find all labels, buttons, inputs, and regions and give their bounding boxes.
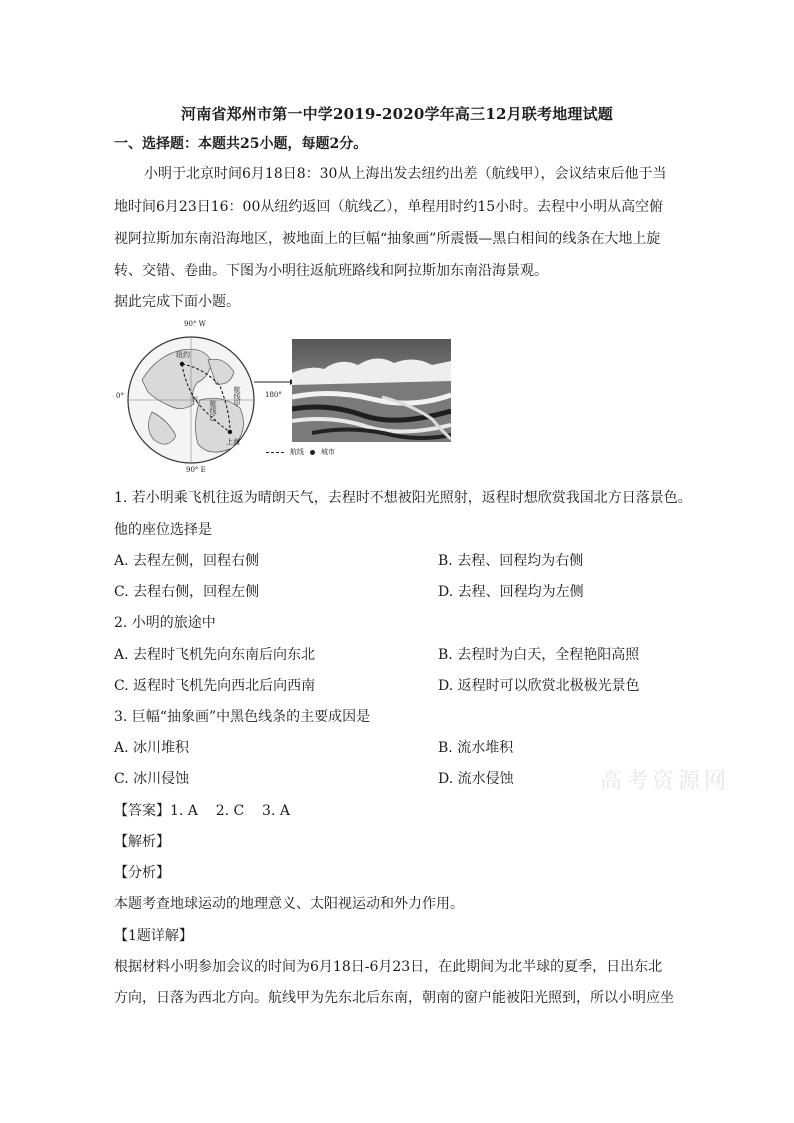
route-legend-swatch — [266, 452, 284, 453]
q3-option-d: D. 流水侵蚀 — [438, 771, 514, 787]
q3-stem: 3. 巨幅“抽象画”中黑色线条的主要成因是 — [114, 709, 371, 725]
label-newyork: 纽约 — [176, 351, 190, 359]
prompt-text: 据此完成下面小题。 — [114, 294, 240, 310]
fenxi-heading: 【分析】 — [114, 865, 170, 881]
label-90e: 90° E — [186, 466, 206, 474]
label-0: 0° — [116, 392, 124, 400]
q1-option-b: B. 去程、回程均为右侧 — [438, 553, 584, 569]
intro-line-4: 转、交错、卷曲。下图为小明往返航班路线和阿拉斯加东南沿海景观。 — [114, 263, 548, 279]
label-route-jia: 航线甲 — [233, 386, 241, 407]
detail-line-1: 根据材料小明参加会议的时间为6月18日-6月23日，在此期间为北半球的夏季，日出东北 — [114, 959, 663, 975]
q1-stem-line-1: 1. 若小明乘飞机往返为晴朗天气，去程时不想被阳光照射，返程时想欣赏我国北方日落景色。 — [114, 490, 692, 506]
q2-option-d: D. 返程时可以欣赏北极极光景色 — [438, 678, 640, 694]
fenxi-text: 本题考查地球运动的地理意义、太阳视运动和外力作用。 — [114, 896, 464, 912]
label-route-yi: 航线乙 — [209, 400, 217, 421]
intro-line-2: 地时间6月23日16：00从纽约返回（航线乙），单程用时约15小时。去程中小明从高空俯 — [114, 199, 664, 215]
intro-line-1: 小明于北京时间6月18日8：30从上海出发去纽约出差（航线甲），会议结束后他于当 — [144, 166, 667, 182]
jiexi-heading: 【解析】 — [114, 834, 170, 850]
q3-option-a: A. 冰川堆积 — [114, 740, 190, 756]
section-heading: 一、选择题：本题共25小题，每题2分。 — [114, 136, 368, 152]
q1-option-d: D. 去程、回程均为左侧 — [438, 584, 584, 600]
label-shanghai: 上海 — [226, 438, 240, 446]
q1-stem-line-2: 他的座位选择是 — [114, 522, 212, 538]
label-90w: 90° W — [184, 320, 206, 328]
legend-route-label: 航线 — [290, 448, 304, 456]
city-legend-swatch — [310, 450, 315, 455]
answer-line: 【答案】1. A 2. C 3. A — [114, 803, 290, 819]
q3-option-c: C. 冰川侵蚀 — [114, 771, 190, 787]
legend-city-label: 城市 — [321, 448, 335, 456]
label-north-pole: N — [192, 396, 199, 404]
q2-option-b: B. 去程时为白天，全程艳阳高照 — [438, 647, 640, 663]
q1-option-a: A. 去程左侧，回程右侧 — [114, 553, 260, 569]
q2-option-c: C. 返程时飞机先向西北后向西南 — [114, 678, 316, 694]
alaska-landscape-photo — [292, 339, 451, 442]
label-180: 180° — [265, 391, 282, 399]
watermark-logo: 高考资源网 — [600, 769, 731, 794]
map-legend — [266, 447, 335, 457]
q2-stem: 2. 小明的旅途中 — [114, 615, 216, 631]
page-title: 河南省郑州市第一中学2019-2020学年高三12月联考地理试题 — [181, 105, 613, 123]
q2-option-a: A. 去程时飞机先向东南后向东北 — [114, 647, 316, 663]
intro-line-3: 视阿拉斯加东南沿海地区，被地面上的巨幅“抽象画”所震慑—黑白相间的线条在大地上旋 — [114, 231, 661, 247]
q3-option-b: B. 流水堆积 — [438, 740, 514, 756]
q1-option-c: C. 去程右侧，回程左侧 — [114, 584, 260, 600]
detail-heading: 【1题详解】 — [114, 928, 193, 944]
detail-line-2: 方向，日落为西北方向。航线甲为先东北后东南，朝南的窗户能被阳光照到，所以小明应坐 — [114, 990, 674, 1006]
